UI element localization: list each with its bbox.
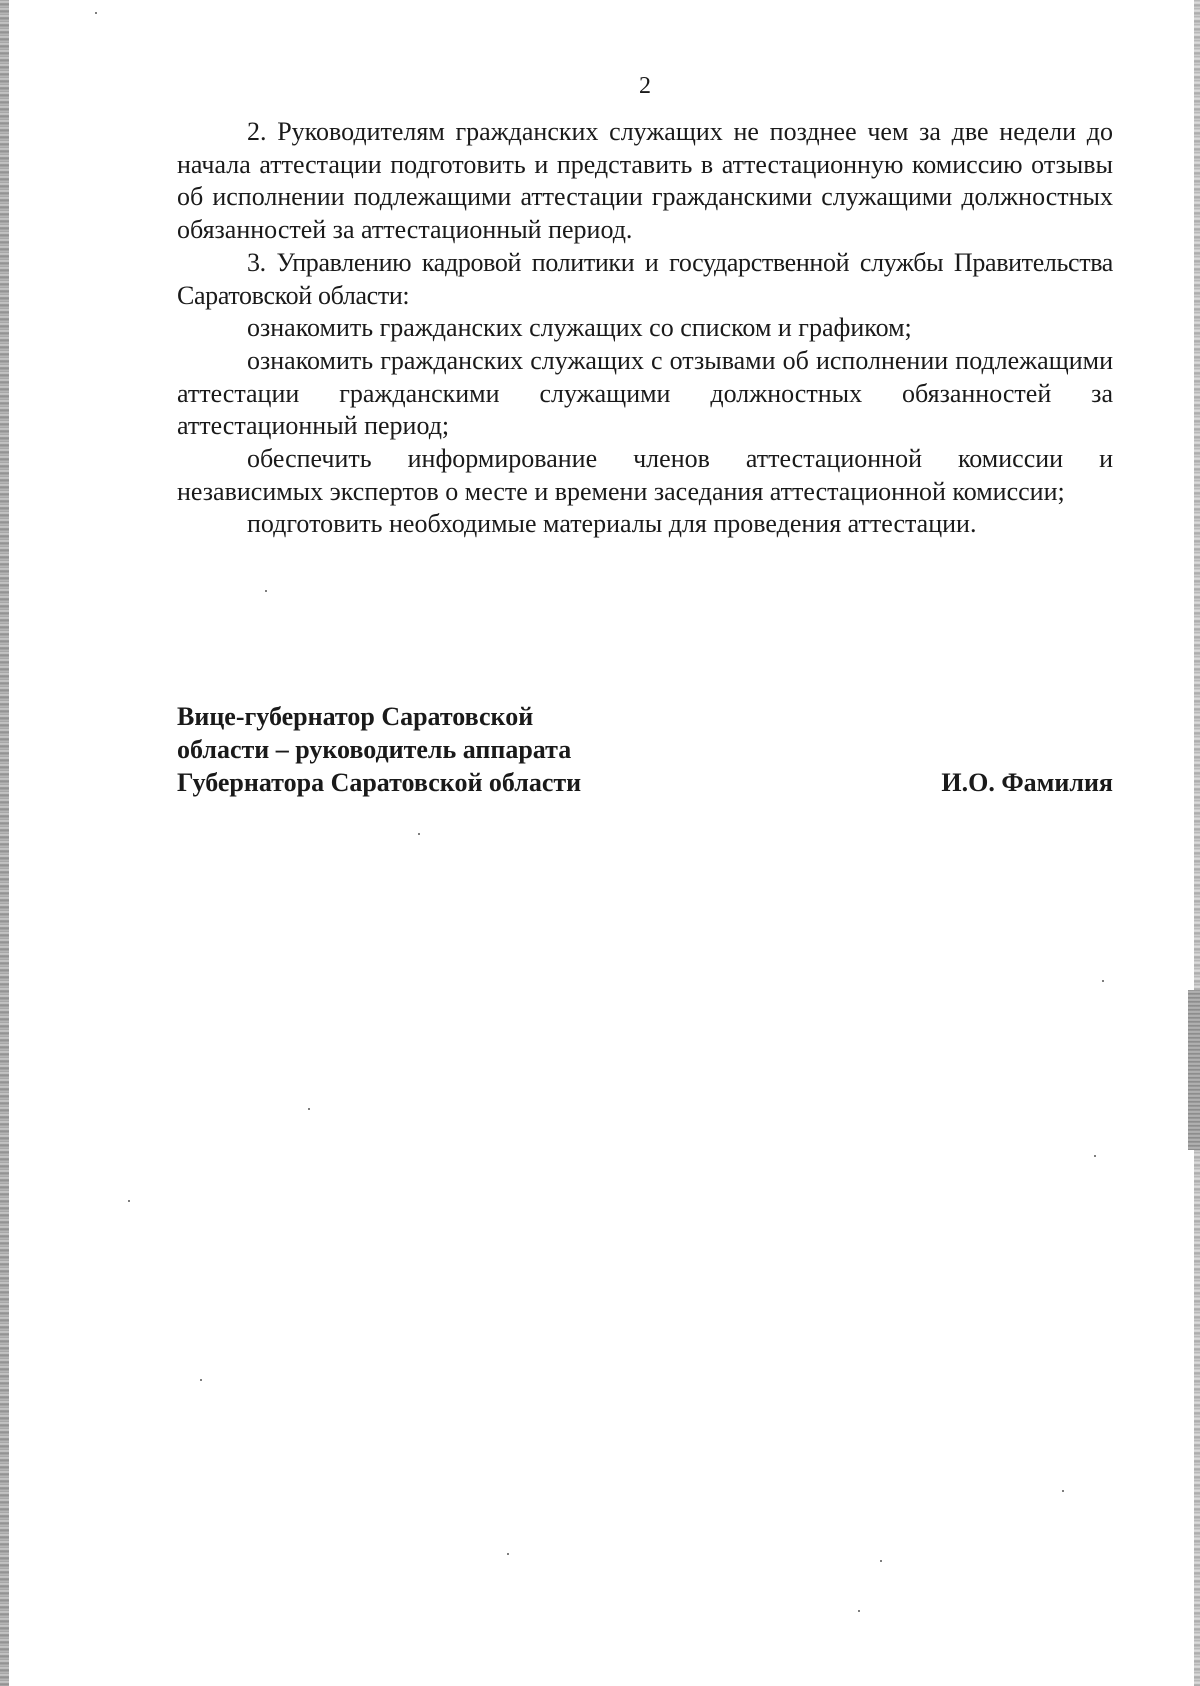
scan-edge-right-shadow — [1188, 990, 1200, 1150]
paragraph-subitem-familiarize-list: ознакомить гражданских служащих со списком и графиком; — [247, 313, 912, 343]
scan-speck — [507, 1553, 509, 1555]
scan-speck — [1062, 1490, 1064, 1492]
scan-speck — [95, 12, 97, 14]
signatory-position-line-1: Вице-губернатор Саратовской — [177, 702, 534, 731]
scan-speck — [1102, 980, 1104, 982]
paragraph-subitem-prepare-materials: подготовить необходимые материалы для проведения аттестации. — [247, 509, 977, 539]
page-number: 2 — [639, 73, 651, 99]
paragraph-item-3: 3. Управлению кадровой политики и государственной службы Правительства Саратовской области: — [177, 247, 1113, 310]
paragraph-subitem-familiarize-reviews: ознакомить гражданских служащих с отзывами об исполнении подлежащими аттестации гражданскими служащими должностных обязанностей за аттестационный период; — [177, 345, 1113, 441]
scan-edge-right — [1194, 0, 1200, 1686]
signatory-position-line-2: области – руководитель аппарата — [177, 735, 572, 764]
signature-block — [177, 700, 1113, 799]
scan-speck — [200, 1379, 202, 1381]
document-body — [177, 116, 1113, 541]
scan-speck — [880, 1560, 882, 1562]
scan-speck — [308, 1108, 310, 1110]
signatory-position-line-3: Губернатора Саратовской области — [177, 768, 582, 797]
scan-speck — [858, 1610, 860, 1612]
scan-speck — [418, 833, 420, 835]
scan-speck — [1094, 1155, 1096, 1157]
scan-speck — [265, 590, 267, 592]
scan-edge-left — [0, 0, 9, 1686]
scan-speck — [128, 1200, 130, 1202]
signatory-name: И.О. Фамилия — [941, 768, 1113, 797]
paragraph-item-2: 2. Руководителям гражданских служащих не позднее чем за две недели до начала аттестации подготовить и представить в аттестационную комиссию отзывы об исполнении подлежащими аттестации гражданскими служащими должностных обязанностей за аттестационный период. — [177, 117, 1113, 245]
paragraph-subitem-inform-members: обеспечить информирование членов аттестационной комиссии и независимых экспертов о месте и времени заседания аттестационной комиссии; — [177, 444, 1113, 506]
